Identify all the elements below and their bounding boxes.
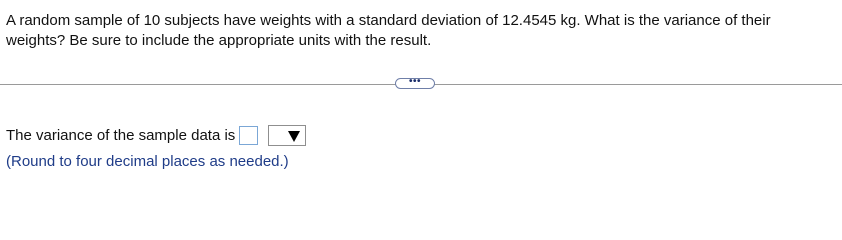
triangle-down-icon xyxy=(288,131,300,142)
variance-input[interactable] xyxy=(239,126,258,145)
unit-dropdown[interactable] xyxy=(268,125,306,146)
answer-line xyxy=(6,124,306,146)
ellipsis-icon: ••• xyxy=(408,75,421,87)
rounding-hint: (Round to four decimal places as needed.) xyxy=(6,153,289,170)
more-button[interactable] xyxy=(395,75,435,89)
answer-prompt: The variance of the sample data is xyxy=(6,126,236,144)
question-text: A random sample of 10 subjects have weights with a standard deviation of 12.4545 kg. What is the variance of their weights? Be sure to include the appropriate units with the result. xyxy=(6,12,771,49)
